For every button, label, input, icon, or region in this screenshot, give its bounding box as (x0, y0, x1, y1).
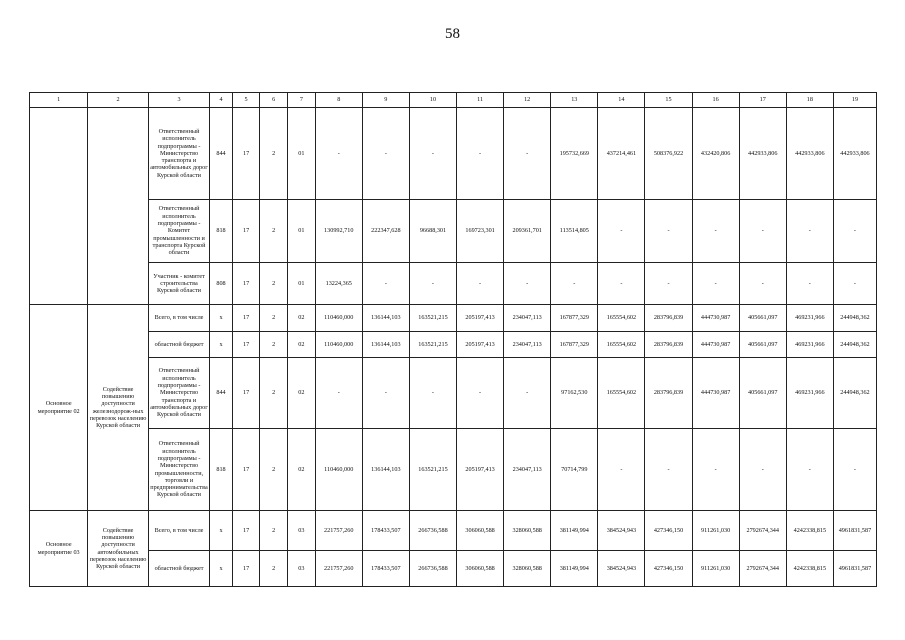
value-cell: - (315, 108, 362, 200)
code-cell: 17 (232, 551, 260, 587)
value-cell: - (598, 200, 645, 263)
code-cell: 01 (288, 200, 316, 263)
value-cell: - (833, 200, 876, 263)
value-cell: - (645, 263, 692, 305)
value-cell: 136144,103 (362, 429, 409, 511)
value-cell: 283796,839 (645, 358, 692, 429)
value-cell: 266736,588 (409, 551, 456, 587)
table-row (30, 511, 877, 551)
table-row (30, 358, 877, 429)
code-cell: 17 (232, 305, 260, 332)
value-cell: - (362, 263, 409, 305)
executor-cell: Ответственный исполнитель подпрограммы - Министерство транспорта и автомобильных дорог Курской области (148, 358, 209, 429)
value-cell: 163521,215 (409, 429, 456, 511)
column-number: 5 (232, 93, 260, 108)
value-cell: 427346,150 (645, 551, 692, 587)
value-cell: 4961831,587 (833, 511, 876, 551)
value-cell: 405661,097 (739, 305, 786, 332)
value-cell: - (504, 263, 551, 305)
column-number: 19 (833, 93, 876, 108)
column-number: 7 (288, 93, 316, 108)
value-cell: 163521,215 (409, 332, 456, 358)
code-cell: 2 (260, 305, 288, 332)
page-number: 58 (445, 26, 460, 42)
value-cell: - (692, 200, 739, 263)
value-cell: 222347,628 (362, 200, 409, 263)
value-cell: 205197,413 (457, 305, 504, 332)
code-cell: 818 (210, 200, 233, 263)
code-cell: 2 (260, 429, 288, 511)
value-cell: 306060,588 (457, 511, 504, 551)
value-cell: - (315, 358, 362, 429)
value-cell: 221757,260 (315, 511, 362, 551)
value-cell: 405661,097 (739, 332, 786, 358)
value-cell: 13224,365 (315, 263, 362, 305)
code-cell: 2 (260, 108, 288, 200)
value-cell: 163521,215 (409, 305, 456, 332)
code-cell: 01 (288, 108, 316, 200)
value-cell: 444730,987 (692, 305, 739, 332)
column-number: 3 (148, 93, 209, 108)
measure-cell (30, 108, 88, 305)
description-cell: Содействие повышению доступности железнодорож-ных перевозок населению Курской области (88, 305, 148, 511)
executor-cell: Ответственный исполнитель подпрограммы - Министерство транспорта и автомобильных дорог Курской области (148, 108, 209, 200)
code-cell: 844 (210, 108, 233, 200)
code-cell: 17 (232, 358, 260, 429)
code-cell: 17 (232, 429, 260, 511)
code-cell: 2 (260, 263, 288, 305)
column-number: 13 (551, 93, 598, 108)
code-cell: 808 (210, 263, 233, 305)
value-cell: 469231,966 (786, 332, 833, 358)
code-cell: 844 (210, 358, 233, 429)
column-number: 15 (645, 93, 692, 108)
value-cell: 444730,987 (692, 358, 739, 429)
description-cell: Содействие повышению доступности автомобильных перевозок населению Курской области (88, 511, 148, 587)
column-number: 12 (504, 93, 551, 108)
value-cell: 911261,030 (692, 551, 739, 587)
code-cell: 03 (288, 511, 316, 551)
value-cell: 432420,806 (692, 108, 739, 200)
value-cell: - (833, 263, 876, 305)
executor-cell: Ответственный исполнитель подпрограммы - Комитет промышленности и транспорта Курской области (148, 200, 209, 263)
value-cell: 244948,362 (833, 332, 876, 358)
code-cell: 02 (288, 429, 316, 511)
column-number: 1 (30, 93, 88, 108)
value-cell: - (362, 358, 409, 429)
measure-cell: Основное мероприятие 02 (30, 305, 88, 511)
value-cell: 165554,602 (598, 305, 645, 332)
value-cell: 437214,461 (598, 108, 645, 200)
value-cell: 110460,000 (315, 429, 362, 511)
value-cell: 221757,260 (315, 551, 362, 587)
value-cell: 444730,987 (692, 332, 739, 358)
value-cell: 328060,588 (504, 511, 551, 551)
value-cell: 442933,806 (739, 108, 786, 200)
code-cell: 17 (232, 332, 260, 358)
value-cell: - (457, 358, 504, 429)
value-cell: - (786, 263, 833, 305)
description-cell (88, 108, 148, 305)
value-cell: 911261,030 (692, 511, 739, 551)
value-cell: 205197,413 (457, 332, 504, 358)
value-cell: 4242338,815 (786, 551, 833, 587)
value-cell: - (362, 108, 409, 200)
value-cell: - (409, 108, 456, 200)
column-number: 17 (739, 93, 786, 108)
column-number: 8 (315, 93, 362, 108)
value-cell: 384524,943 (598, 551, 645, 587)
value-cell: 136144,103 (362, 305, 409, 332)
column-number: 6 (260, 93, 288, 108)
value-cell: - (692, 263, 739, 305)
value-cell: 234047,113 (504, 332, 551, 358)
value-cell: - (598, 429, 645, 511)
column-number: 18 (786, 93, 833, 108)
value-cell: 508376,922 (645, 108, 692, 200)
table-row (30, 305, 877, 332)
value-cell: 167877,329 (551, 332, 598, 358)
executor-cell: Участник - комитет строительства Курской области (148, 263, 209, 305)
value-cell: - (457, 263, 504, 305)
value-cell: 244948,362 (833, 358, 876, 429)
value-cell: 169723,301 (457, 200, 504, 263)
code-cell: х (210, 511, 233, 551)
column-number-row (30, 93, 877, 108)
value-cell: 136144,103 (362, 332, 409, 358)
value-cell: 469231,966 (786, 305, 833, 332)
code-cell: 818 (210, 429, 233, 511)
code-cell: 02 (288, 358, 316, 429)
value-cell: 405661,097 (739, 358, 786, 429)
column-number: 9 (362, 93, 409, 108)
value-cell: 110460,000 (315, 305, 362, 332)
table-row (30, 200, 877, 263)
code-cell: 2 (260, 511, 288, 551)
value-cell: - (833, 429, 876, 511)
value-cell: - (739, 200, 786, 263)
column-number: 2 (88, 93, 148, 108)
value-cell: - (409, 358, 456, 429)
value-cell: - (645, 200, 692, 263)
value-cell: - (409, 263, 456, 305)
value-cell: 130992,710 (315, 200, 362, 263)
value-cell: 209361,701 (504, 200, 551, 263)
value-cell: 442933,806 (833, 108, 876, 200)
code-cell: 2 (260, 551, 288, 587)
value-cell: 328060,588 (504, 551, 551, 587)
code-cell: 03 (288, 551, 316, 587)
value-cell: 306060,588 (457, 551, 504, 587)
code-cell: 02 (288, 305, 316, 332)
table-row (30, 108, 877, 200)
value-cell: 283796,839 (645, 332, 692, 358)
executor-cell: Всего, в том числе (148, 305, 209, 332)
value-cell: 165554,602 (598, 358, 645, 429)
code-cell: х (210, 551, 233, 587)
code-cell: 17 (232, 108, 260, 200)
value-cell: - (551, 263, 598, 305)
value-cell: - (786, 429, 833, 511)
value-cell: 234047,113 (504, 305, 551, 332)
value-cell: 167877,329 (551, 305, 598, 332)
value-cell: 244948,362 (833, 305, 876, 332)
code-cell: 2 (260, 332, 288, 358)
value-cell: 165554,602 (598, 332, 645, 358)
table-row (30, 429, 877, 511)
measure-cell: Основное мероприятие 03 (30, 511, 88, 587)
value-cell: 427346,150 (645, 511, 692, 551)
executor-cell: областной бюджет (148, 551, 209, 587)
column-number: 4 (210, 93, 233, 108)
column-number: 14 (598, 93, 645, 108)
executor-cell: областной бюджет (148, 332, 209, 358)
value-cell: 381149,994 (551, 551, 598, 587)
value-cell: 110460,000 (315, 332, 362, 358)
value-cell: - (504, 358, 551, 429)
budget-table (29, 92, 877, 587)
value-cell: 4242338,815 (786, 511, 833, 551)
executor-cell: Ответственный исполнитель подпрограммы - Министерство промышленности, торговли и предпринимательства Курской области (148, 429, 209, 511)
value-cell: - (457, 108, 504, 200)
value-cell: - (504, 108, 551, 200)
value-cell: 70714,799 (551, 429, 598, 511)
code-cell: 17 (232, 511, 260, 551)
value-cell: 283796,839 (645, 305, 692, 332)
value-cell: 2792674,344 (739, 511, 786, 551)
value-cell: 113514,805 (551, 200, 598, 263)
column-number: 16 (692, 93, 739, 108)
value-cell: - (692, 429, 739, 511)
value-cell: 195732,669 (551, 108, 598, 200)
value-cell: 205197,413 (457, 429, 504, 511)
value-cell: - (739, 429, 786, 511)
code-cell: 2 (260, 358, 288, 429)
code-cell: 17 (232, 263, 260, 305)
column-number: 10 (409, 93, 456, 108)
table-row (30, 263, 877, 305)
code-cell: 01 (288, 263, 316, 305)
value-cell: 4961831,587 (833, 551, 876, 587)
value-cell: - (598, 263, 645, 305)
value-cell: 442933,806 (786, 108, 833, 200)
value-cell: 2792674,344 (739, 551, 786, 587)
value-cell: - (739, 263, 786, 305)
code-cell: х (210, 305, 233, 332)
executor-cell: Всего, в том числе (148, 511, 209, 551)
code-cell: 17 (232, 200, 260, 263)
value-cell: 96688,301 (409, 200, 456, 263)
code-cell: 2 (260, 200, 288, 263)
value-cell: 97162,530 (551, 358, 598, 429)
table-row (30, 332, 877, 358)
code-cell: х (210, 332, 233, 358)
value-cell: - (786, 200, 833, 263)
table-body (30, 108, 877, 587)
value-cell: 178433,507 (362, 511, 409, 551)
code-cell: 02 (288, 332, 316, 358)
value-cell: 266736,588 (409, 511, 456, 551)
value-cell: 384524,943 (598, 511, 645, 551)
value-cell: 381149,994 (551, 511, 598, 551)
table-row (30, 551, 877, 587)
column-number: 11 (457, 93, 504, 108)
value-cell: 469231,966 (786, 358, 833, 429)
value-cell: 178433,507 (362, 551, 409, 587)
value-cell: 234047,113 (504, 429, 551, 511)
value-cell: - (645, 429, 692, 511)
